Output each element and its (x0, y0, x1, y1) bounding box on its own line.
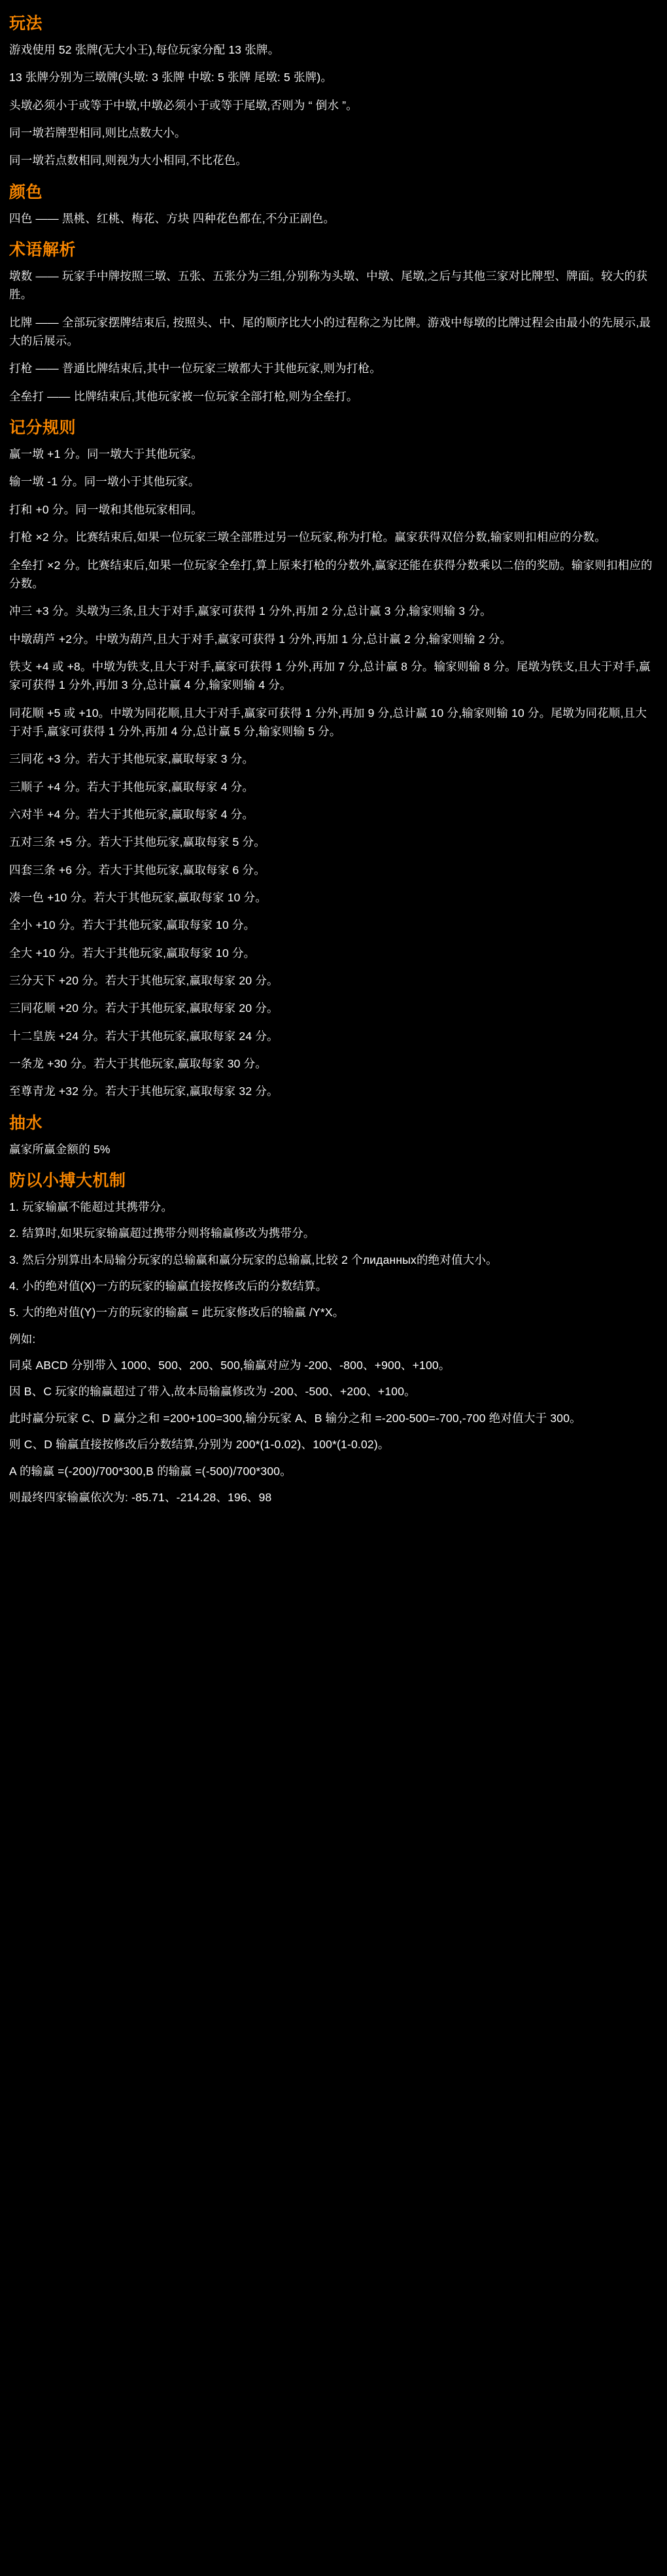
paragraph: 5. 大的绝对值(Y)一方的玩家的输赢 = 此玩家修改后的输赢 /Y*X。 (9, 1306, 345, 1319)
section-heading-anti-small-win-big: 防以小搏大机制 (9, 1172, 126, 1191)
paragraph: 同一墩若点数相同,则视为大小相同,不比花色。 (9, 154, 248, 167)
paragraph: 铁支 +4 或 +8。中墩为铁支,且大于对手,赢家可获得 1 分外,再加 7 分,总计赢 8 分。输家则输 8 分。尾墩为铁支,且大于对手,赢家可获得 1 分外,再加 3 分,总计赢 4 分,输家则输 4 分。 (9, 659, 651, 692)
paragraph: 比牌 —— 全部玩家摆牌结束后, 按照头、中、尾的顺序比大小的过程称之为比牌。游戏中每墩的比牌过程会由最小的先展示,最大的后展示。 (9, 315, 651, 348)
paragraph: 1. 玩家输赢不能超过其携带分。 (9, 1200, 173, 1214)
paragraph: 3. 然后分别算出本局输分玩家的总输赢和赢分玩家的总输赢,比较 2 个лиданных的绝对值大小。 (9, 1253, 498, 1266)
paragraph: 因 B、C 玩家的输赢超过了带入,故本局输赢修改为 -200、-500、+200、+100。 (9, 1385, 416, 1399)
section-terms (9, 237, 658, 406)
paragraph: 四套三条 +6 分。若大于其他玩家,赢取每家 6 分。 (9, 863, 265, 877)
paragraph: 打枪 ×2 分。比赛结束后,如果一位玩家三墩全部胜过另一位玩家,称为打枪。赢家获得双倍分数,输家则扣相应的分数。 (9, 531, 606, 544)
paragraph: 打枪 —— 普通比牌结束后,其中一位玩家三墩都大于其他玩家,则为打枪。 (9, 362, 381, 375)
section-rules (9, 10, 658, 170)
section-rake (9, 1110, 658, 1158)
section-heading-scoring: 记分规则 (9, 419, 77, 438)
paragraph: 同花顺 +5 或 +10。中墩为同花顺,且大于对手,赢家可获得 1 分外,再加 9 分,总计赢 10 分,输家则输 10 分。尾墩为同花顺,且大于对手,赢家可获得 1 分外,再加 4 分,总计赢 5 分,输家则输 5 分。 (9, 706, 647, 738)
section-heading-colors: 颜色 (9, 183, 43, 201)
paragraph: 四色 —— 黑桃、红桃、梅花、方块 四种花色都在,不分正副色。 (9, 211, 335, 225)
paragraph: 六对半 +4 分。若大于其他玩家,赢取每家 4 分。 (9, 807, 254, 821)
paragraph: 墩数 —— 玩家手中牌按照三墩、五张、五张分为三组,分别称为头墩、中墩、尾墩,之后与其他三家对比牌型、牌面。较大的获胜。 (9, 270, 648, 302)
paragraph: 一条龙 +30 分。若大于其他玩家,赢取每家 30 分。 (9, 1057, 267, 1071)
paragraph: 赢一墩 +1 分。同一墩大于其他玩家。 (9, 447, 203, 461)
section-heading-rules: 玩法 (9, 14, 43, 33)
paragraph: 凑一色 +10 分。若大于其他玩家,赢取每家 10 分。 (9, 890, 267, 904)
paragraph: 三同花顺 +20 分。若大于其他玩家,赢取每家 20 分。 (9, 1001, 279, 1015)
paragraph: 三同花 +3 分。若大于其他玩家,赢取每家 3 分。 (9, 752, 254, 766)
paragraph: 全垒打 ×2 分。比赛结束后,如果一位玩家全垒打,算上原来打枪的分数外,赢家还能在获得分数乘以二倍的奖励。输家则扣相应的分数。 (9, 558, 653, 590)
paragraph: 同一墩若牌型相同,则比点数大小。 (9, 126, 186, 140)
paragraph: 头墩必须小于或等于中墩,中墩必须小于或等于尾墩,否则为 “ 倒水 ”。 (9, 98, 358, 112)
paragraph: 则 C、D 输赢直接按修改后分数结算,分别为 200*(1-0.02)、100*(1-0.02)。 (9, 1438, 390, 1452)
paragraph: 三顺子 +4 分。若大于其他玩家,赢取每家 4 分。 (9, 780, 254, 793)
paragraph: 游戏使用 52 张牌(无大小王),每位玩家分配 13 张牌。 (9, 43, 280, 56)
paragraph: 同桌 ABCD 分别带入 1000、500、200、500,输赢对应为 -200、-800、+900、+100。 (9, 1359, 451, 1372)
paragraph: 4. 小的绝对值(X)一方的玩家的输赢直接按修改后的分数结算。 (9, 1279, 328, 1293)
paragraph: 13 张牌分别为三墩牌(头墩: 3 张牌 中墩: 5 张牌 尾墩: 5 张牌)。 (9, 71, 333, 84)
section-scoring (9, 415, 658, 1101)
paragraph: 全大 +10 分。若大于其他玩家,赢取每家 10 分。 (9, 946, 256, 960)
section-anti-small-win-big (9, 1168, 658, 1506)
paragraph: 三分天下 +20 分。若大于其他玩家,赢取每家 20 分。 (9, 974, 279, 987)
paragraph: 中墩葫芦 +2分。中墩为葫芦,且大于对手,赢家可获得 1 分外,再加 1 分,总计赢 2 分,输家则输 2 分。 (9, 632, 512, 646)
paragraph: 打和 +0 分。同一墩和其他玩家相同。 (9, 502, 203, 516)
paragraph: 此时赢分玩家 C、D 赢分之和 =200+100=300,输分玩家 A、B 输分之和 =-200-500=-700,-700 绝对值大于 300。 (9, 1411, 581, 1425)
section-heading-terms: 术语解析 (9, 241, 77, 260)
paragraph: 赢家所赢金额的 5% (9, 1142, 111, 1156)
section-colors (9, 179, 658, 228)
paragraph: 五对三条 +5 分。若大于其他玩家,赢取每家 5 分。 (9, 835, 265, 849)
paragraph: 全小 +10 分。若大于其他玩家,赢取每家 10 分。 (9, 918, 256, 932)
paragraph: 全垒打 —— 比牌结束后,其他玩家被一位玩家全部打枪,则为全垒打。 (9, 389, 358, 403)
paragraph: 至尊青龙 +32 分。若大于其他玩家,赢取每家 32 分。 (9, 1085, 279, 1098)
section-heading-rake: 抽水 (9, 1113, 43, 1132)
paragraph: A 的输赢 =(-200)/700*300,B 的输赢 =(-500)/700*300。 (9, 1464, 292, 1478)
paragraph: 例如: (9, 1332, 36, 1346)
paragraph: 则最终四家输赢依次为: -85.71、-214.28、196、98 (9, 1490, 272, 1504)
paragraph: 十二皇族 +24 分。若大于其他玩家,赢取每家 24 分。 (9, 1029, 279, 1043)
paragraph: 输一墩 -1 分。同一墩小于其他玩家。 (9, 475, 200, 489)
paragraph: 冲三 +3 分。头墩为三条,且大于对手,赢家可获得 1 分外,再加 2 分,总计赢 3 分,输家则输 3 分。 (9, 604, 492, 618)
paragraph: 2. 结算时,如果玩家输赢超过携带分则将输赢修改为携带分。 (9, 1227, 315, 1240)
